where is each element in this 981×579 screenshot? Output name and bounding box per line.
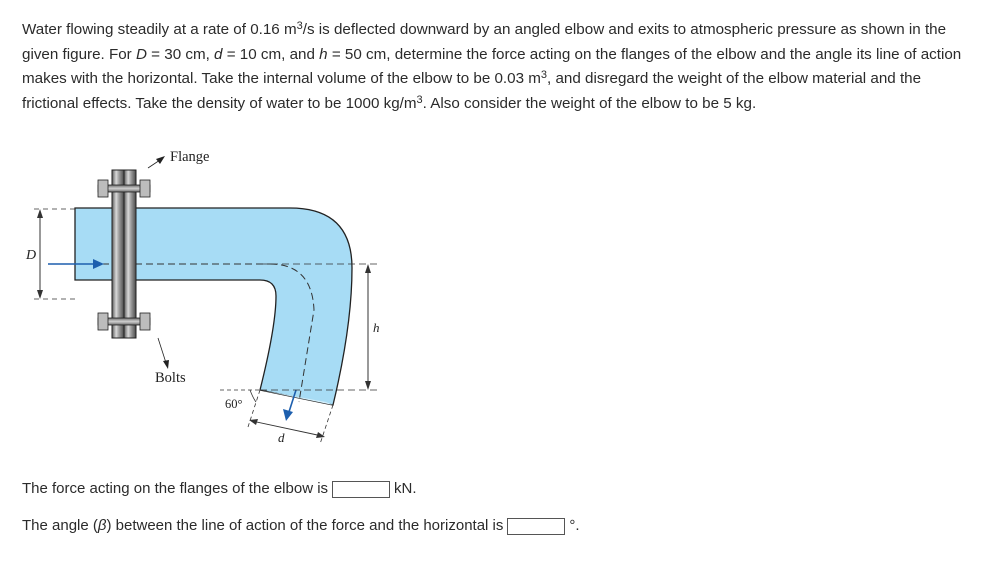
exponent: 3	[296, 20, 303, 32]
elbow-figure	[20, 140, 390, 460]
problem-text-6: , and disregard the weight of the elbow material and the frictional effects. Take the density of water to be 1000 kg/m	[22, 70, 922, 112]
flange-right	[124, 170, 136, 338]
bolt-bottom-nut-right	[140, 313, 150, 330]
angle-answer-line	[22, 517, 580, 535]
problem-statement	[22, 18, 967, 116]
d-dim-line-exit	[252, 421, 322, 436]
bolts-label: Bolts	[155, 370, 186, 386]
problem-text-5: = 50 cm, determine the force acting on the flanges of the elbow and the angle its line of action makes with the horizontal. Take the internal volume of the elbow to be 0.03 m	[22, 45, 962, 87]
force-answer-line	[22, 480, 417, 498]
exponent: 3	[416, 93, 423, 106]
angle-prompt-start: The angle (	[22, 517, 98, 534]
force-prompt: The force acting on the flanges of the elbow is	[22, 480, 329, 497]
d-dim-arrow-left	[249, 419, 258, 425]
h-dim-arrow-bottom	[365, 381, 371, 390]
angle-answer-input[interactable]	[507, 518, 565, 535]
symbol-D: D	[135, 45, 147, 63]
h-dim-arrow-top	[365, 264, 371, 273]
flange-left	[112, 170, 124, 338]
angle-label: 60°	[225, 397, 243, 411]
force-unit: kN.	[394, 480, 417, 497]
beta-symbol: β	[97, 517, 107, 534]
angle-unit: °.	[569, 517, 580, 534]
problem-text-7: . Also consider the weight of the elbow to be 5 kg.	[422, 94, 757, 112]
problem-text-3: = 30 cm,	[146, 45, 215, 63]
symbol-h: h	[319, 45, 328, 63]
problem-text-4: = 10 cm, and	[222, 45, 320, 63]
bolt-top-nut-right	[140, 180, 150, 197]
d-dim-arrow-bottom	[37, 290, 43, 299]
angle-prompt-end: ) between the line of action of the force and the horizontal is	[106, 517, 504, 534]
angle-arc	[250, 390, 256, 402]
problem-text-2: /s is deflected downward by an angled elbow and exits to atmospheric pressure as shown in the given figure. For	[22, 21, 947, 63]
D-label: D	[26, 248, 37, 263]
bolts-leader-arrowhead	[163, 360, 169, 369]
flange-label: Flange	[170, 149, 210, 165]
d-dim-ext-right	[320, 405, 333, 444]
bolt-top-nut-left	[98, 180, 108, 197]
h-label: h	[373, 320, 380, 335]
force-answer-input[interactable]	[332, 481, 390, 498]
flange-leader-arrowhead	[156, 156, 165, 164]
symbol-d: d	[214, 45, 223, 63]
bolt-bottom-nut-left	[98, 313, 108, 330]
d-dim-arrow-top	[37, 209, 43, 218]
problem-text-1: Water flowing steadily at a rate of 0.16 m	[22, 21, 297, 38]
exponent: 3	[540, 69, 548, 81]
d-label: d	[278, 430, 285, 445]
outlet-flow-arrowhead	[283, 409, 293, 421]
